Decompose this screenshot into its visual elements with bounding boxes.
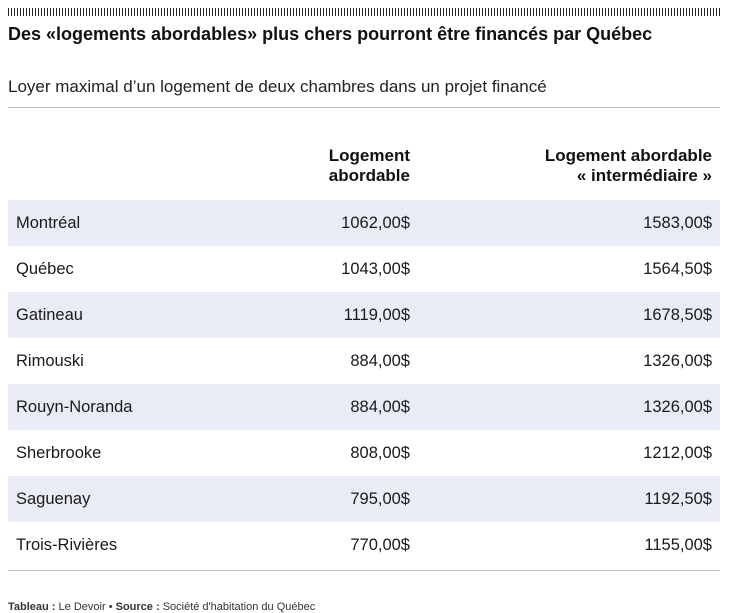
- table-row: [8, 476, 720, 522]
- table-header-row: [8, 140, 720, 200]
- city-cell: Québec: [16, 259, 74, 278]
- footer-divider: [8, 570, 720, 571]
- intermediaire-value-cell: 1583,00$: [418, 200, 720, 246]
- chart-subtitle: Loyer maximal d’un logement de deux chambres dans un projet financé: [8, 77, 547, 96]
- chart-footer: [8, 601, 720, 613]
- footer-source-label: Source :: [115, 601, 160, 613]
- column-header-line: abordable: [328, 166, 410, 185]
- column-header-city: [8, 140, 218, 200]
- column-header-line: Logement: [328, 146, 410, 165]
- table-row: [8, 292, 720, 338]
- table-row: [8, 200, 720, 246]
- abordable-value-cell: 884,00$: [218, 384, 418, 430]
- city-cell: Sherbrooke: [16, 443, 102, 462]
- table-row: [8, 246, 720, 292]
- intermediaire-value-cell: 1155,00$: [644, 535, 712, 554]
- intermediaire-value-cell: 1326,00$: [418, 384, 720, 430]
- city-cell: Gatineau: [8, 292, 218, 338]
- abordable-value-cell: 1119,00$: [218, 292, 418, 338]
- table-row: [8, 430, 720, 476]
- chart-title: Des «logements abordables» plus chers pourront être financés par Québec: [8, 24, 653, 44]
- city-cell: Saguenay: [8, 476, 218, 522]
- table-body: [8, 200, 720, 568]
- city-cell: Rouyn-Noranda: [8, 384, 218, 430]
- city-cell: Trois-Rivières: [16, 535, 118, 554]
- abordable-value-cell: 808,00$: [350, 443, 410, 462]
- column-header-abordable: [218, 140, 418, 200]
- intermediaire-value-cell: 1212,00$: [643, 443, 712, 462]
- footer-separator: •: [108, 601, 113, 613]
- table-row: [8, 384, 720, 430]
- abordable-value-cell: 1062,00$: [218, 200, 418, 246]
- footer-table-label: Tableau :: [8, 601, 56, 613]
- header-divider: [8, 107, 720, 108]
- decorative-top-rule: [8, 8, 720, 16]
- abordable-value-cell: 795,00$: [218, 476, 418, 522]
- intermediaire-value-cell: 1192,50$: [418, 476, 720, 522]
- intermediaire-value-cell: 1326,00$: [643, 351, 712, 370]
- city-cell: Rimouski: [16, 351, 84, 370]
- table-row: [8, 338, 720, 384]
- abordable-value-cell: 884,00$: [350, 351, 410, 370]
- footer-table-value: Le Devoir: [58, 601, 106, 613]
- column-header-line: Logement abordable: [544, 146, 712, 165]
- abordable-value-cell: 1043,00$: [341, 259, 410, 278]
- abordable-value-cell: 770,00$: [350, 535, 410, 554]
- city-cell: Montréal: [8, 200, 218, 246]
- intermediaire-value-cell: 1678,50$: [418, 292, 720, 338]
- intermediaire-value-cell: 1564,50$: [643, 259, 712, 278]
- rent-table: [8, 140, 720, 568]
- column-header-line: « intermédiaire »: [576, 166, 712, 185]
- column-header-intermediaire: [418, 140, 720, 200]
- table-row: [8, 522, 720, 568]
- footer-source-value: Société d'habitation du Québec: [162, 601, 316, 613]
